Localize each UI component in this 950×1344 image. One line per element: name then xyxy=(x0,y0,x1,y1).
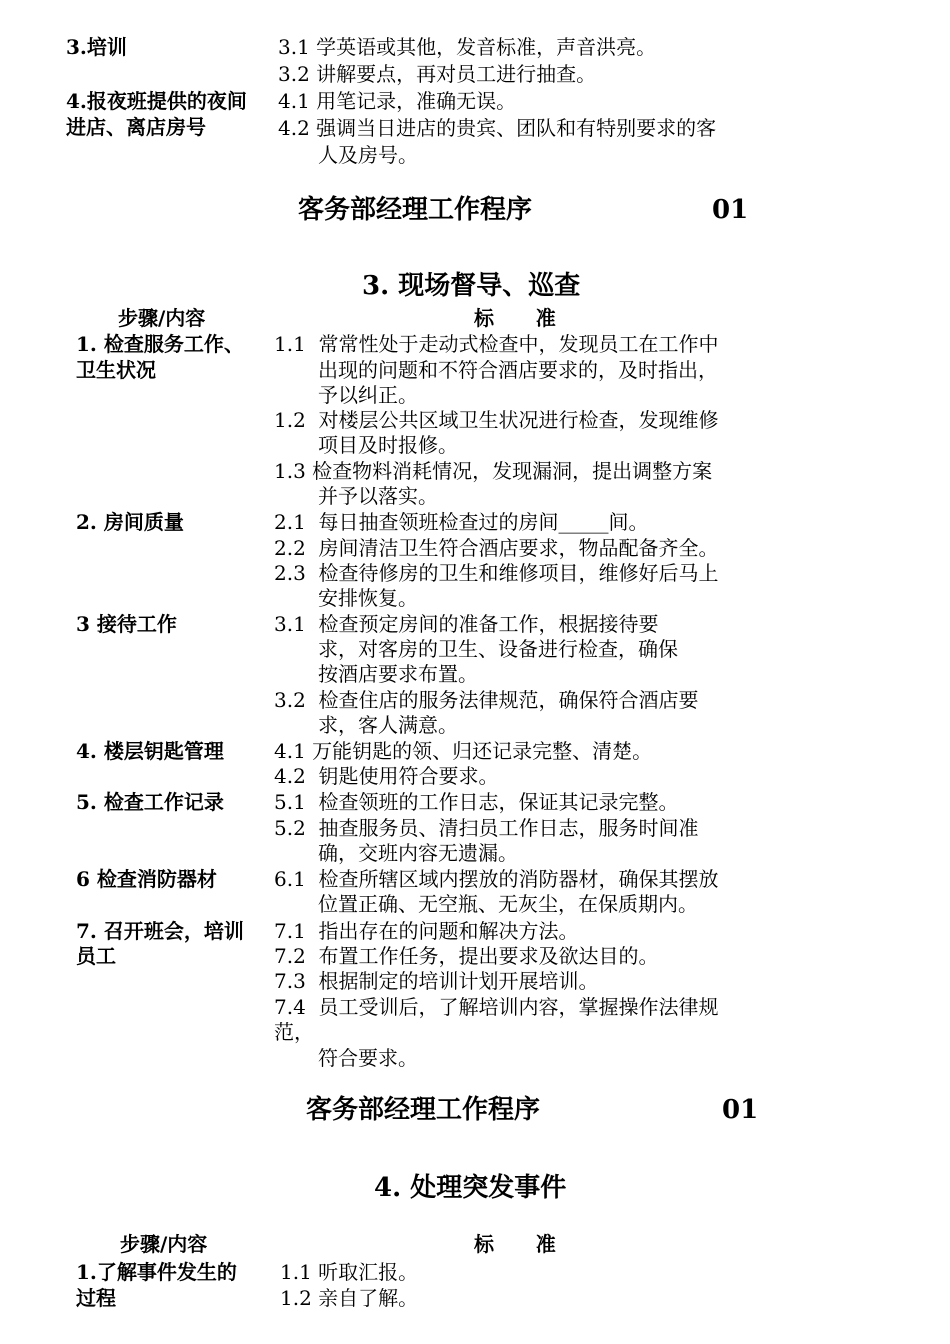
standard-line: 2.1 每日抽查领班检查过的房间_____间。 xyxy=(274,510,649,534)
standard-line: 出现的问题和不符合酒店要求的，及时指出， xyxy=(318,358,718,382)
standard-line: 5.2 抽查服务员、清扫员工作日志，服务时间准 xyxy=(274,816,699,840)
page-title: 客务部经理工作程序 xyxy=(306,1095,541,1125)
step-item: 3 接待工作 xyxy=(76,612,177,636)
step-night-report-cont: 进店、离店房号 xyxy=(66,115,206,139)
step-training: 3.培训 xyxy=(66,35,127,59)
standard-line: 范， xyxy=(274,1020,314,1044)
standard-line: 6.1 检查所辖区域内摆放的消防器材，确保其摆放 xyxy=(274,867,719,891)
step-night-report: 4.报夜班提供的夜间 xyxy=(66,89,247,113)
step-item: 员工 xyxy=(76,944,116,968)
standard-line: 4.2 钥匙使用符合要求。 xyxy=(274,764,499,788)
standard-line: 7.3 根据制定的培训计划开展培训。 xyxy=(274,969,599,993)
standard-line: 按酒店要求布置。 xyxy=(318,662,478,686)
standard-line: 3.1 检查预定房间的准备工作，根据接待要 xyxy=(274,612,659,636)
step-item: 1. 检查服务工作、 xyxy=(76,332,244,356)
standard-line: 1.1 常常性处于走动式检查中，发现员工在工作中 xyxy=(274,332,719,356)
column-header-standard: 标 准 xyxy=(474,1232,556,1256)
standard-line: 3.2 讲解要点，再对员工进行抽查。 xyxy=(278,62,597,86)
standard-line: 7.2 布置工作任务，提出要求及欲达目的。 xyxy=(274,944,659,968)
standard-line: 2.3 检查待修房的卫生和维修项目，维修好后马上 xyxy=(274,561,719,585)
standard-line: 5.1 检查领班的工作日志，保证其记录完整。 xyxy=(274,790,679,814)
standard-line: 安排恢复。 xyxy=(318,586,418,610)
standard-line: 2.2 房间清洁卫生符合酒店要求，物品配备齐全。 xyxy=(274,536,719,560)
step-item: 5. 检查工作记录 xyxy=(76,790,224,814)
standard-line: 4.1 用笔记录，准确无误。 xyxy=(278,89,517,113)
standard-line: 3.2 检查住店的服务法律规范，确保符合酒店要 xyxy=(274,688,699,712)
section-title: 3. 现场督导、巡查 xyxy=(362,271,581,301)
page-code: 01 xyxy=(712,195,749,225)
standard-line: 求，客人满意。 xyxy=(318,713,458,737)
page-code: 01 xyxy=(722,1095,759,1125)
standard-line: 4.2 强调当日进店的贵宾、团队和有特别要求的客 xyxy=(278,116,717,140)
section-title: 4. 处理突发事件 xyxy=(374,1173,567,1203)
standard-line: 求，对客房的卫生、设备进行检查，确保 xyxy=(318,637,678,661)
step-item: 卫生状况 xyxy=(76,358,156,382)
standard-line: 3.1 学英语或其他，发音标准，声音洪亮。 xyxy=(278,35,657,59)
standard-line: 予以纠正。 xyxy=(318,383,418,407)
standard-line: 1.1 听取汇报。 xyxy=(280,1260,419,1284)
page-title: 客务部经理工作程序 xyxy=(298,195,533,225)
standard-line: 并予以落实。 xyxy=(318,484,438,508)
standard-line: 1.2 亲自了解。 xyxy=(280,1286,419,1310)
column-header-step: 步骤/内容 xyxy=(120,1232,208,1256)
standard-line: 确，交班内容无遗漏。 xyxy=(318,841,518,865)
column-header-step: 步骤/内容 xyxy=(118,306,206,330)
standard-line: 项目及时报修。 xyxy=(318,433,458,457)
standard-line: 4.1 万能钥匙的领、归还记录完整、清楚。 xyxy=(274,739,653,763)
step-item: 7. 召开班会，培训 xyxy=(76,919,244,943)
standard-line: 符合要求。 xyxy=(318,1046,418,1070)
step-item: 6 检查消防器材 xyxy=(76,867,217,891)
column-header-standard: 标 准 xyxy=(474,306,556,330)
standard-line: 7.4 员工受训后，了解培训内容，掌握操作法律规 xyxy=(274,995,719,1019)
standard-line: 位置正确、无空瓶、无灰尘，在保质期内。 xyxy=(318,892,698,916)
standard-line: 1.2 对楼层公共区域卫生状况进行检查，发现维修 xyxy=(274,408,719,432)
standard-line: 1.3 检查物料消耗情况，发现漏洞，提出调整方案 xyxy=(274,459,713,483)
step-item: 2. 房间质量 xyxy=(76,510,184,534)
step-item: 1.了解事件发生的 xyxy=(76,1260,237,1284)
standard-line: 7.1 指出存在的问题和解决方法。 xyxy=(274,919,579,943)
step-item: 过程 xyxy=(76,1286,116,1310)
step-item: 4. 楼层钥匙管理 xyxy=(76,739,224,763)
standard-line: 人及房号。 xyxy=(318,143,418,167)
